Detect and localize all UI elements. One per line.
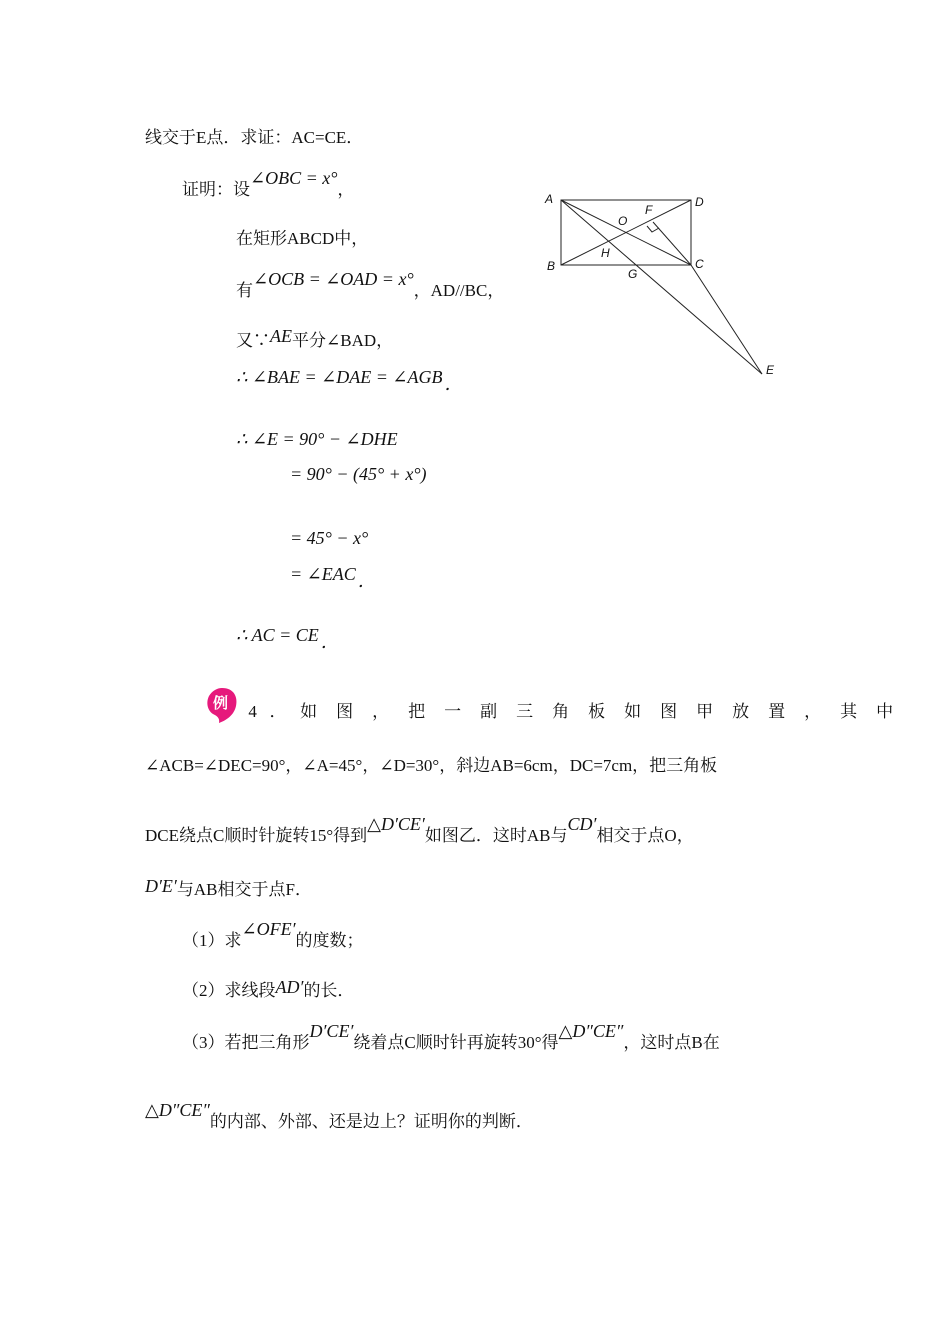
ex4-line4-a: 与AB相交于点F．	[176, 880, 312, 899]
q1-prefix: （1）求	[182, 931, 242, 950]
question-1	[182, 919, 364, 952]
period: ．	[320, 632, 339, 652]
ex4-char: 板	[588, 702, 606, 721]
ex4-char: ．	[269, 702, 287, 721]
math-triangle-dce-prime: △D′CE′	[367, 814, 425, 834]
ex4-char: 如	[624, 702, 642, 721]
ex4-char: 如	[300, 702, 318, 721]
proof-have-suffix: ，AD//BC，	[413, 281, 505, 300]
q3-prefix: （3）若把三角形	[182, 1033, 310, 1052]
line-ce	[691, 265, 762, 374]
ex4-char: 4	[248, 702, 257, 721]
proof-also-suffix: 平分∠BAD，	[292, 331, 394, 350]
q3-suffix: ，这时点B在	[623, 1033, 720, 1052]
ex4-char: 图	[336, 702, 354, 721]
example-badge-icon	[205, 686, 239, 724]
math-ae: AE	[270, 326, 292, 346]
ex4-line3-c: 相交于点O，	[596, 826, 694, 845]
math-de-prime: D′E′	[145, 876, 177, 896]
label-e: E	[766, 363, 775, 377]
math-step-5	[290, 563, 376, 591]
proof-let-comma: ，	[337, 180, 355, 199]
math-triangle-dce-double-prime: △D″CE″	[145, 1100, 210, 1120]
label-a: A	[545, 192, 554, 206]
math-step-2: ∴ ∠E = 90° − ∠DHE	[236, 429, 398, 449]
math-step-1-text: ∴ ∠BAE = ∠DAE = ∠AGB	[236, 367, 443, 387]
example4-line-1	[240, 701, 903, 723]
ex4-char: 置	[768, 702, 786, 721]
example4-line-2: ∠ACB=∠DEC=90°，∠A=45°，∠D=30°，斜边AB=6cm，DC=7cm，把三角板	[145, 756, 718, 775]
label-d: D	[695, 195, 704, 209]
example4-line-3	[145, 814, 694, 847]
q3-continued-text: 的内部、外部、还是边上？证明你的判断．	[209, 1112, 533, 1131]
question-2	[182, 979, 354, 1002]
proof-also-prefix: 又∵	[236, 331, 270, 350]
q3-middle: 绕着点C顺时针再旋转30°得	[353, 1033, 559, 1052]
math-have-angles: ∠OCB = ∠OAD = x°	[253, 269, 414, 289]
math-ad-prime: AD′	[275, 977, 304, 997]
math-step-4: = 45° − x°	[290, 528, 369, 548]
math-step-6-text: ∴ AC = CE	[236, 625, 319, 645]
ex4-char: 角	[552, 702, 570, 721]
geometry-figure	[540, 185, 785, 385]
period: ．	[444, 374, 463, 394]
q2-suffix: 的长．	[303, 981, 355, 1000]
math-let-angle: ∠OBC = x°	[250, 168, 338, 188]
proof-rect-line: 在矩形ABCD中，	[236, 229, 369, 248]
math-angle-ofe-prime: ∠OFE′	[241, 919, 296, 939]
proof-have-line	[236, 269, 505, 302]
math-dce-prime: D′CE′	[309, 1021, 354, 1041]
q2-prefix: （2）求线段	[182, 981, 276, 1000]
math-step-3: = 90° − (45° + x°)	[290, 464, 427, 484]
math-step-6	[236, 624, 339, 652]
math-step-5-text: = ∠EAC	[290, 564, 356, 584]
ex4-char: 三	[516, 702, 534, 721]
label-c: C	[695, 257, 704, 271]
ex4-char: 图	[660, 702, 678, 721]
ex4-char: 中	[876, 702, 894, 721]
question-3	[182, 1021, 720, 1054]
ex4-char: ，	[372, 702, 390, 721]
ex4-char: 其	[840, 702, 858, 721]
ex4-line3-a: DCE绕点C顺时针旋转15°得到	[145, 826, 368, 845]
math-triangle-dce-double-prime: △D″CE″	[558, 1021, 624, 1041]
proof-label: 证明：设	[182, 180, 250, 199]
proof-let-line	[182, 168, 355, 201]
badge-label: 例	[213, 694, 229, 712]
ex4-char: 把	[408, 702, 426, 721]
label-b: B	[547, 259, 556, 273]
question-3-continued	[145, 1100, 533, 1133]
ex4-char: ，	[804, 702, 822, 721]
label-o: O	[618, 214, 628, 228]
ex4-char: 副	[480, 702, 498, 721]
label-h: H	[601, 246, 610, 260]
q1-suffix: 的度数；	[295, 931, 364, 950]
example4-line-4	[145, 878, 312, 901]
label-g: G	[628, 267, 638, 281]
ex4-char: 放	[732, 702, 750, 721]
line-ae	[561, 200, 762, 374]
text-line-1: 线交于E点．求证：AC=CE．	[145, 128, 364, 147]
label-f: F	[645, 203, 653, 217]
proof-also-line	[236, 326, 394, 352]
ex4-line3-b: 如图乙．这时AB与	[424, 826, 568, 845]
math-cd-prime: CD′	[567, 814, 597, 834]
math-step-1	[236, 366, 463, 394]
period: ．	[357, 571, 376, 591]
ex4-char: 甲	[696, 702, 714, 721]
proof-have-prefix: 有	[236, 281, 253, 300]
ex4-char: 一	[444, 702, 462, 721]
